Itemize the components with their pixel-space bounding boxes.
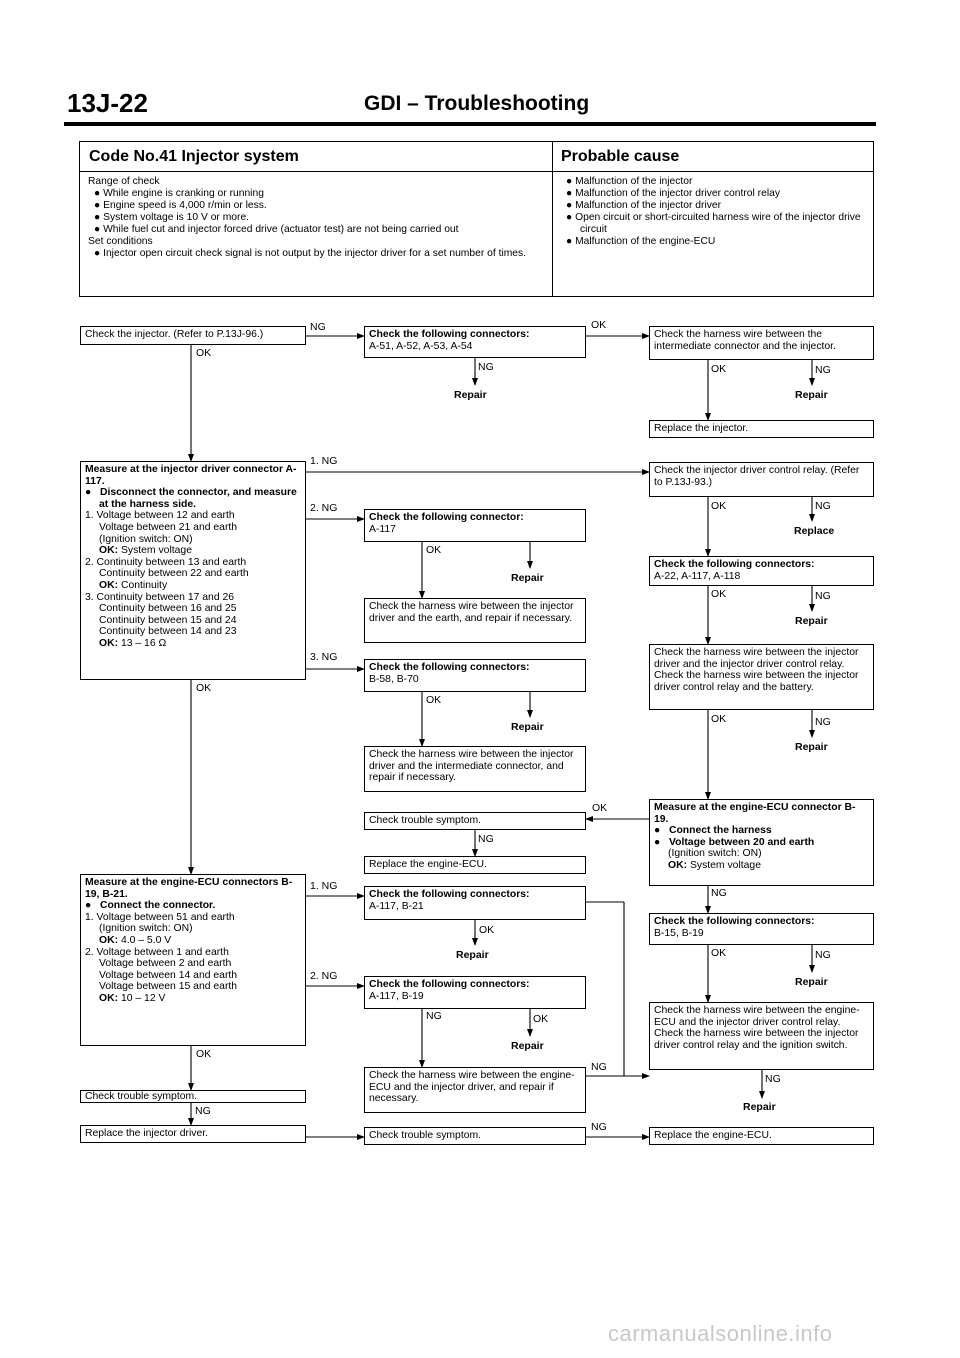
- replace-ecu-bottom-box: [649, 1127, 874, 1145]
- range-item: ● While fuel cut and injector forced drive (actuator test) are not being carried out: [94, 224, 459, 235]
- repair-label: Repair: [511, 1040, 544, 1052]
- box-connectors: A-51, A-52, A-53, A-54: [369, 340, 473, 352]
- step-line: 1. Voltage between 12 and earth: [85, 510, 235, 522]
- repair-label: Repair: [795, 741, 828, 753]
- ok-label: OK: [426, 694, 442, 706]
- box-connectors: B-58, B-70: [369, 673, 419, 685]
- ok-label: OK: [533, 1013, 549, 1025]
- step-line: Continuity between 16 and 25: [99, 603, 237, 615]
- cause-item: ● Malfunction of the engine-ECU: [566, 236, 716, 247]
- box-connectors: A-117, B-19: [369, 990, 424, 1002]
- box-text: Check trouble symptom.: [369, 1130, 482, 1141]
- step-line: Voltage between 21 and earth: [99, 521, 238, 533]
- ok-label: OK: [479, 924, 495, 936]
- replace-injector-driver-box: [80, 1125, 306, 1143]
- cause-item: ● Malfunction of the injector driver: [566, 200, 722, 211]
- repair-label: Repair: [795, 389, 828, 401]
- ng-label: NG: [591, 1121, 607, 1133]
- cause-header: Probable cause: [552, 142, 873, 172]
- ng-label: NG: [815, 500, 831, 512]
- box-text: Check the harness wire between the injector driver and the injector driver control relay. Check the harness wire between the injector driver control relay and the battery.: [654, 647, 859, 693]
- ng-label: NG: [765, 1073, 781, 1085]
- range-item: ● Engine speed is 4,000 r/min or less.: [94, 200, 267, 211]
- ok-label: OK: [196, 1048, 212, 1060]
- cause-item: ● Malfunction of the injector driver control relay: [566, 188, 780, 199]
- check-connectors-b15-box: [649, 913, 874, 945]
- box-text: Check the harness wire between the intermediate connector and the injector.: [654, 329, 836, 352]
- ok-label: OK: [711, 588, 727, 600]
- watermark: carmanualsonline.info: [608, 1321, 833, 1346]
- step-line: Continuity between 22 and earth: [99, 568, 249, 580]
- box-text: Check trouble symptom.: [369, 815, 482, 826]
- box-connectors: A-117: [369, 523, 396, 535]
- box-text: Replace the injector.: [654, 423, 749, 434]
- box-heading: Check the following connectors:: [369, 662, 530, 673]
- cause-item: ● Malfunction of the injector: [566, 176, 693, 187]
- box-heading: Check the following connector:: [369, 512, 524, 523]
- box-bullet: ● Disconnect the connector, and measure at the harness side.: [85, 487, 297, 510]
- check-connector-a117-box: [364, 509, 586, 542]
- ng-label: NG: [426, 1010, 442, 1022]
- step-line: Voltage between 2 and earth: [99, 958, 232, 970]
- repair-label: Repair: [511, 572, 544, 584]
- harness-relay-battery-box: [649, 644, 874, 710]
- replace-injector-box: [649, 420, 874, 438]
- step-line: Continuity between 15 and 24: [99, 614, 237, 626]
- measure-b21-box: [80, 874, 306, 1046]
- box-bullet: ● Connect the harness: [654, 825, 772, 837]
- check-connectors-b58-box: [364, 659, 586, 692]
- check-injector-box: [80, 326, 306, 345]
- ng-label: NG: [711, 887, 727, 899]
- repair-label: Repair: [743, 1101, 776, 1113]
- measure-a117-box: [80, 461, 306, 680]
- ng-label: NG: [815, 949, 831, 961]
- ng2-label: 2. NG: [310, 502, 338, 514]
- box-text: Check the harness wire between the injector driver and the earth, and repair if necessary.: [369, 601, 574, 624]
- ng-label: NG: [310, 321, 326, 333]
- check-trouble-mid-box: [364, 812, 586, 830]
- box-heading: Measure at the engine-ECU connector B-19.: [654, 802, 856, 825]
- ok-label: OK: [711, 947, 727, 959]
- box-heading: Check the following connectors:: [654, 916, 815, 927]
- page-number: 13J-22: [67, 88, 148, 118]
- box-text: Check the harness wire between the engine-ECU and the injector driver control relay. Check the harness wire between the injector driver control relay and the ignition switch.: [654, 1005, 860, 1051]
- ok-label: OK: [711, 363, 727, 375]
- ok-criterion: OK: Continuity: [99, 579, 168, 591]
- box-connectors: A-22, A-117, A-118: [654, 570, 741, 582]
- ng2-label: 2. NG: [310, 970, 338, 982]
- set-item: ● Injector open circuit check signal is not output by the injector driver for a set number of times.: [94, 248, 527, 259]
- box-text: Replace the injector driver.: [85, 1128, 209, 1139]
- code-header: Code No.41 Injector system: [80, 142, 552, 172]
- box-heading: Measure at the engine-ECU connectors B-19, B-21.: [85, 877, 293, 900]
- step-line: Voltage between 14 and earth: [99, 969, 238, 981]
- step-line: (Ignition switch: ON): [99, 923, 193, 935]
- harness-driver-earth-box: [364, 598, 586, 643]
- ok-criterion: OK: System voltage: [99, 545, 192, 557]
- ng-label: NG: [815, 364, 831, 376]
- ng-label: NG: [815, 716, 831, 728]
- ok-label: OK: [196, 347, 212, 359]
- page-title: GDI – Troubleshooting: [364, 92, 590, 115]
- step-line: Continuity between 14 and 23: [99, 626, 237, 638]
- box-text: Replace the engine-ECU.: [654, 1130, 772, 1141]
- box-text: Check trouble symptom.: [85, 1091, 198, 1102]
- ok-criterion: OK: 10 – 12 V: [99, 992, 166, 1004]
- ok-criterion: OK: 4.0 – 5.0 V: [99, 934, 172, 946]
- box-connectors: A-117, B-21: [369, 900, 424, 912]
- box-text: Check the harness wire between the injector driver and the intermediate connector, and repair if necessary.: [369, 749, 574, 784]
- box-heading: Measure at the injector driver connector A-117.: [85, 464, 297, 487]
- box-heading: Check the following connectors:: [369, 329, 530, 340]
- step-line: Voltage between 15 and earth: [99, 981, 238, 993]
- box-text: Check the injector driver control relay. (Refer to P.13J-93.): [654, 465, 860, 488]
- set-label: Set conditions: [88, 236, 153, 247]
- range-item: ● System voltage is 10 V or more.: [94, 212, 250, 223]
- box-text: Replace the engine-ECU.: [369, 859, 487, 870]
- repair-label: Repair: [795, 615, 828, 627]
- ok-label: OK: [711, 713, 727, 725]
- check-injector-text: Check the injector. (Refer to P.13J-96.): [85, 329, 264, 340]
- box-bullet: ● Connect the connector.: [85, 900, 216, 912]
- step-line: (Ignition switch: ON): [99, 533, 193, 545]
- box-connectors: B-15, B-19: [654, 927, 704, 939]
- repair-label: Repair: [456, 949, 489, 961]
- box-bullet: ● Voltage between 20 and earth: [654, 836, 815, 848]
- repair-label: Repair: [454, 389, 487, 401]
- ng1-label: 1. NG: [310, 455, 338, 467]
- step-line: 3. Continuity between 17 and 26: [85, 591, 235, 603]
- step-line: (Ignition switch: ON): [668, 848, 762, 860]
- ng1-label: 1. NG: [310, 880, 338, 892]
- ng-label: NG: [591, 1061, 607, 1073]
- cause-item: ● Open circuit or short-circuited harness wire of the injector drive circuit: [566, 212, 861, 235]
- ng3-label: 3. NG: [310, 651, 338, 663]
- range-item: ● While engine is cranking or running: [94, 188, 264, 199]
- ng-label: NG: [478, 361, 494, 373]
- ok-label: OK: [196, 682, 212, 694]
- check-connectors-a22-box: [649, 556, 874, 586]
- repair-label: Repair: [511, 721, 544, 733]
- step-line: 2. Voltage between 1 and earth: [85, 946, 229, 958]
- check-trouble-left-box: [80, 1090, 306, 1103]
- check-relay-box: [649, 462, 874, 497]
- step-line: 1. Voltage between 51 and earth: [85, 911, 235, 923]
- step-line: 2. Continuity between 13 and earth: [85, 556, 247, 568]
- check-connectors-a117-b21-box: [364, 886, 586, 920]
- ok-label: OK: [591, 319, 607, 331]
- ng-label: NG: [195, 1105, 211, 1117]
- repair-label: Repair: [795, 976, 828, 988]
- ng-label: NG: [478, 833, 494, 845]
- harness-driver-intermediate-box: [364, 746, 586, 792]
- ng-label: NG: [815, 590, 831, 602]
- check-trouble-bottom-box: [364, 1127, 586, 1145]
- harness-intermediate-injector-box: [649, 326, 874, 360]
- box-heading: Check the following connectors:: [654, 559, 815, 570]
- harness-ecu-driver-box: [364, 1067, 586, 1113]
- box-heading: Check the following connectors:: [369, 979, 530, 990]
- check-connectors-a117-b19-box: [364, 976, 586, 1009]
- replace-ecu-mid-box: [364, 856, 586, 874]
- replace-label: Replace: [794, 525, 835, 537]
- harness-ecu-relay-ign-box: [649, 1002, 874, 1070]
- box-heading: Check the following connectors:: [369, 889, 530, 900]
- ok-label: OK: [711, 500, 727, 512]
- range-label: Range of check: [88, 176, 160, 187]
- box-text: Check the harness wire between the engine-ECU and the injector driver, and repair if necessary.: [369, 1070, 575, 1105]
- measure-b19-box: [649, 799, 874, 886]
- check-connectors-a51-box: [364, 326, 586, 358]
- ok-criterion: OK: 13 – 16 Ω: [99, 637, 167, 649]
- ok-label: OK: [426, 544, 442, 556]
- ok-label: OK: [592, 802, 608, 814]
- ok-criterion: OK: System voltage: [668, 859, 761, 871]
